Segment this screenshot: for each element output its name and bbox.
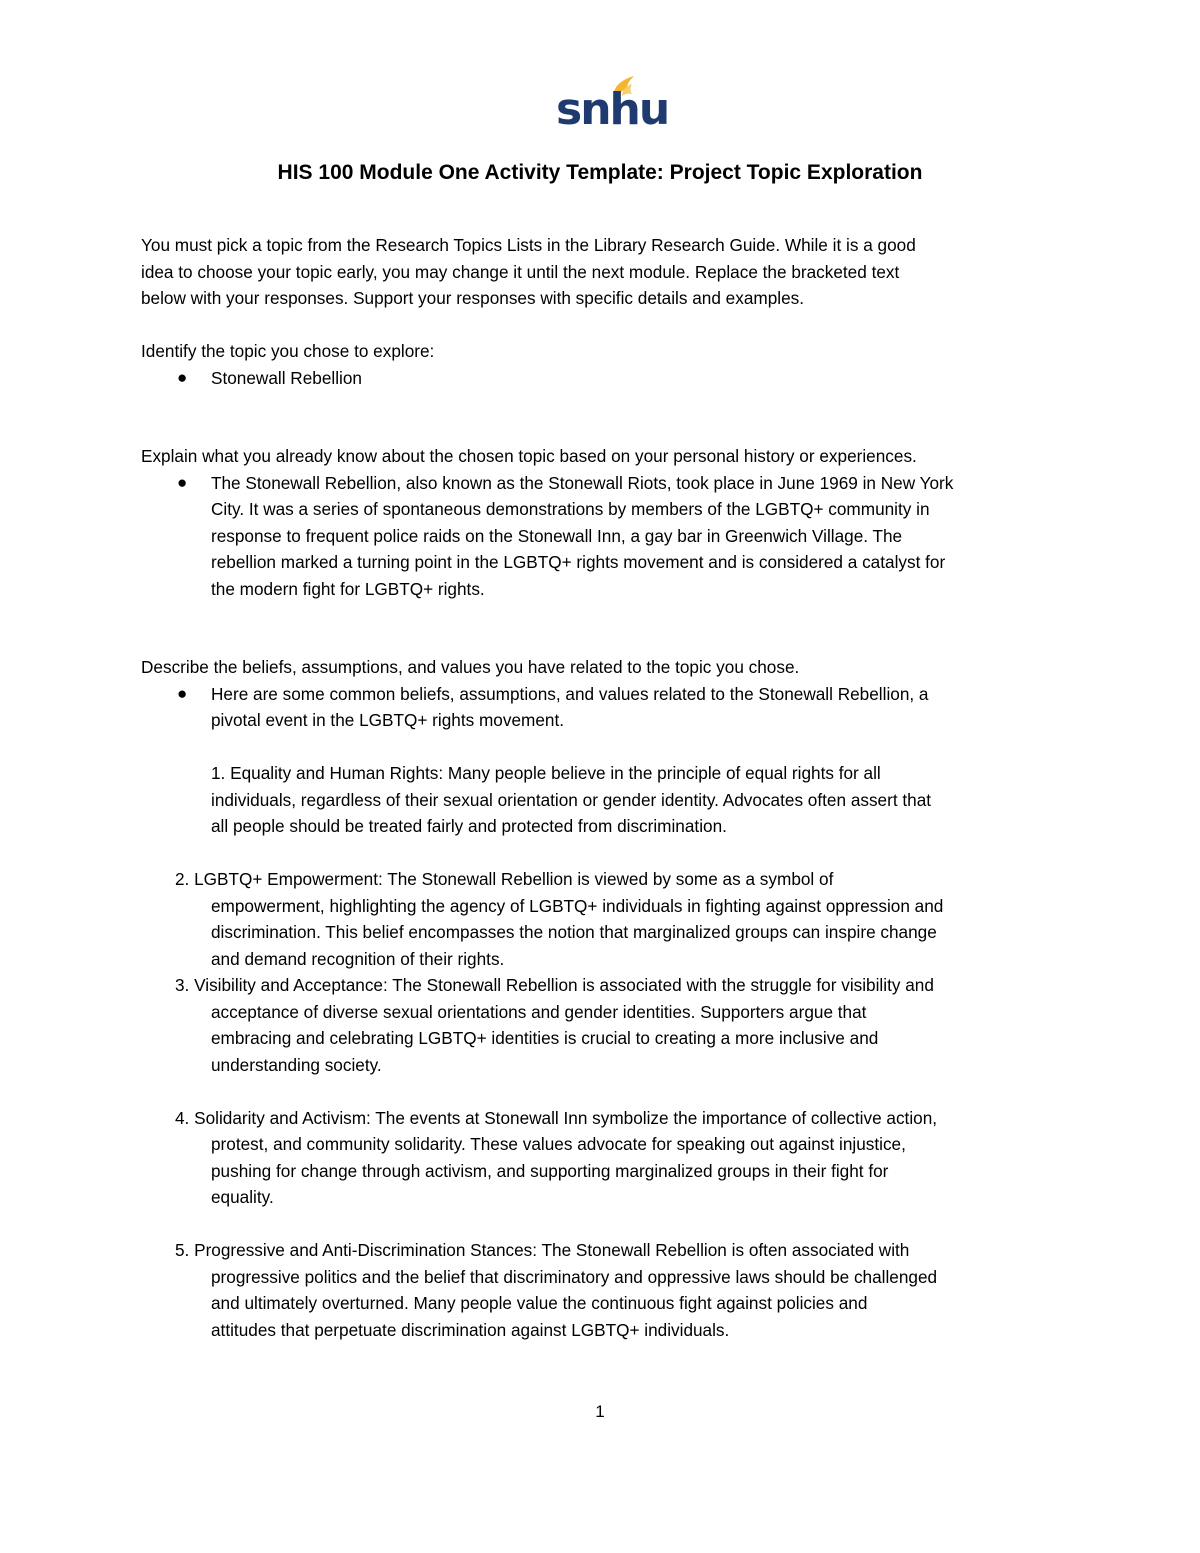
belief-item-2-line: and demand recognition of their rights. (211, 948, 505, 969)
question-prompt: Explain what you already know about the chosen topic based on your personal history or experiences. (141, 446, 917, 466)
belief-item-3-line: embracing and celebrating LGBTQ+ identities is crucial to creating a more inclusive and (211, 1028, 879, 1048)
belief-item-3-line: understanding society. (211, 1054, 382, 1075)
bullet-icon: ● (177, 472, 188, 492)
question-topic (141, 338, 1071, 391)
belief-item-5-line: attitudes that perpetuate discrimination against LGBTQ+ individuals. (211, 1319, 730, 1340)
bullet-icon: ● (177, 367, 188, 387)
belief-item-4 (141, 1105, 1071, 1211)
list-item (141, 365, 1071, 392)
bullet-icon: ● (177, 683, 188, 703)
intro-line: below with your responses. Support your responses with specific details and examples. (141, 288, 805, 308)
belief-item-4-line: equality. (211, 1187, 274, 1207)
answer-line: the modern fight for LGBTQ+ rights. (211, 578, 485, 599)
question-prompt: Describe the beliefs, assumptions, and values you have related to the topic you chose. (141, 657, 800, 677)
belief-item-2-line: empowerment, highlighting the agency of LGBTQ+ individuals in fighting against oppression and (211, 895, 944, 916)
answer-text: Stonewall Rebellion (211, 367, 362, 388)
list-item (141, 681, 1071, 840)
page-number: 1 (595, 1402, 605, 1421)
intro-line: idea to choose your topic early, you may change it until the next module. Replace the bracketed text (141, 261, 900, 282)
belief-item-5-line: and ultimately overturned. Many people value the continuous fight against policies and (211, 1293, 868, 1313)
question-beliefs (141, 654, 1071, 1343)
list-item (141, 470, 1071, 603)
belief-item-2-line: 2. LGBTQ+ Empowerment: The Stonewall Rebellion is viewed by some as a symbol of (175, 869, 834, 889)
belief-item-4-line: protest, and community solidarity. These values advocate for speaking out against injustice, (211, 1134, 906, 1154)
answer-line: The Stonewall Rebellion, also known as the Stonewall Riots, took place in June 1969 in New York (211, 472, 954, 493)
belief-item-2-line: discrimination. This belief encompasses the notion that marginalized groups can inspire change (211, 922, 937, 942)
belief-item-5 (141, 1237, 1071, 1343)
belief-item-4-line: 4. Solidarity and Activism: The events at Stonewall Inn symbolize the importance of collective action, (175, 1107, 938, 1128)
snhu-logo (552, 72, 669, 135)
question-knowledge (141, 443, 1071, 602)
belief-item-1-line: individuals, regardless of their sexual orientation or gender identity. Advocates often assert that (211, 789, 932, 810)
belief-item-5-line: progressive politics and the belief that discriminatory and oppressive laws should be challenged (211, 1266, 938, 1287)
intro-paragraph (141, 232, 1071, 312)
question-prompt: Identify the topic you chose to explore: (141, 341, 435, 361)
belief-item-1-line: all people should be treated fairly and protected from discrimination. (211, 816, 727, 836)
logo-wordmark: snhu (556, 84, 669, 135)
belief-item-2 (141, 866, 1071, 972)
belief-item-5-line: 5. Progressive and Anti-Discrimination Stances: The Stonewall Rebellion is often associated with (175, 1240, 910, 1260)
answer-line: response to frequent police raids on the Stonewall Inn, a gay bar in Greenwich Village. The (211, 525, 903, 546)
belief-item-3-line: 3. Visibility and Acceptance: The Stonewall Rebellion is associated with the struggle for visibility and (175, 975, 934, 995)
answer-line: City. It was a series of spontaneous demonstrations by members of the LGBTQ+ community in (211, 499, 930, 519)
page-title: HIS 100 Module One Activity Template: Project Topic Exploration (277, 161, 923, 184)
intro-line: You must pick a topic from the Research Topics Lists in the Library Research Guide. While it is a good (141, 235, 916, 255)
answer-line: Here are some common beliefs, assumptions, and values related to the Stonewall Rebellion, a (211, 683, 929, 704)
belief-item-4-line: pushing for change through activism, and supporting marginalized groups in their fight for (211, 1160, 889, 1181)
answer-line: pivotal event in the LGBTQ+ rights movement. (211, 710, 564, 730)
belief-item-3-line: acceptance of diverse sexual orientations and gender identities. Supporters argue that (211, 1001, 867, 1022)
belief-item-1-line: 1. Equality and Human Rights: Many people believe in the principle of equal rights for all (211, 763, 881, 783)
answer-line: rebellion marked a turning point in the LGBTQ+ rights movement and is considered a catalyst for (211, 552, 946, 572)
belief-item-3 (141, 972, 1071, 1078)
